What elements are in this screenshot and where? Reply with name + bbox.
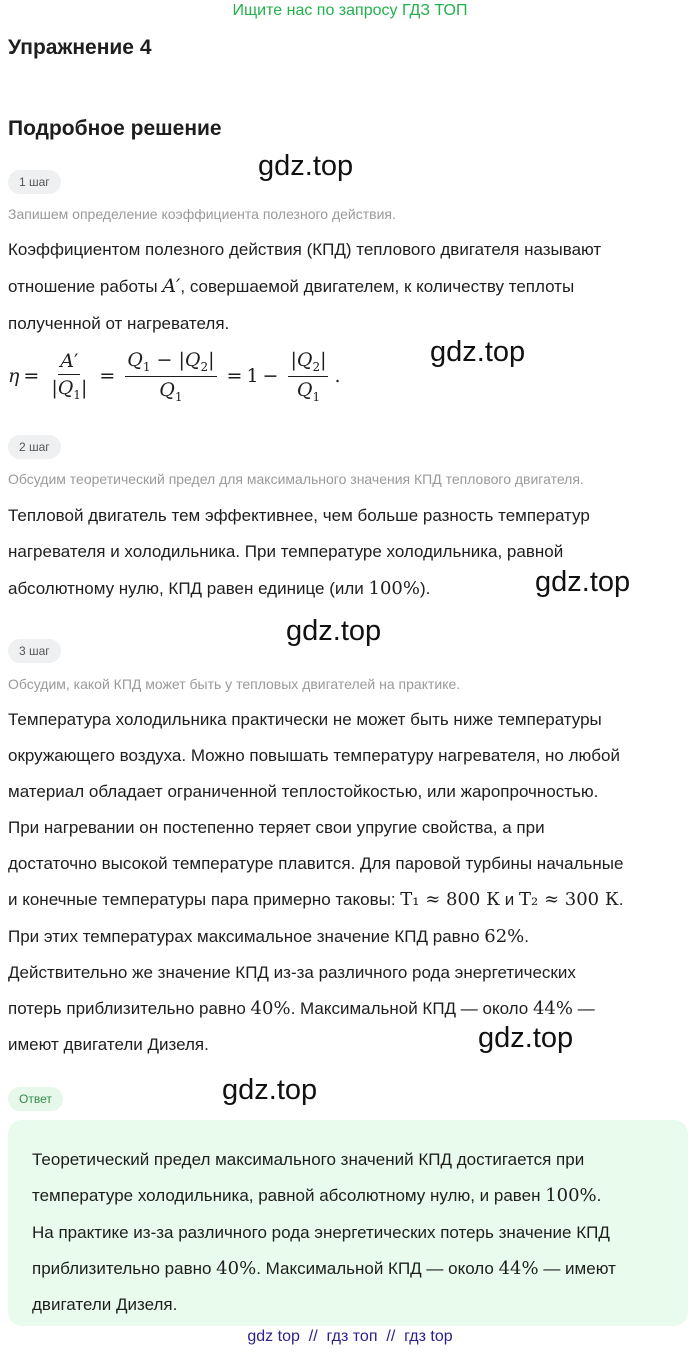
answer-badge: Ответ (8, 1087, 63, 1111)
text-fragment: абсолютному нулю, КПД равен единице (или (8, 578, 369, 598)
answer-text (32, 1142, 672, 1323)
text-line (8, 882, 688, 918)
text-line (8, 268, 688, 305)
text-fragment: температуре холодильника, равной абсолютному нулю, и равен (32, 1186, 546, 1206)
text-fragment: отношение работы (8, 277, 163, 297)
step-3-text (8, 702, 688, 1063)
text-fragment: — (572, 998, 595, 1018)
text-fragment: . (524, 926, 530, 946)
text-fragment: . Максимальной КПД — около (290, 998, 533, 1018)
watermark: gdz.top (222, 1074, 318, 1106)
text-line: нагревателя и холодильника. При температуре холодильника, равной (8, 542, 564, 562)
math-percent: 100% (368, 577, 420, 599)
step-3-hint: Обсудим, какой КПД может быть у тепловых двигателей на практике. (8, 676, 461, 692)
text-line: полученной от нагревателя. (8, 313, 230, 333)
text-line: Коэффициентом полезного действия (КПД) теплового двигателя называют (8, 240, 602, 259)
math-percent: 62% (484, 925, 525, 947)
text-fragment: . (618, 890, 624, 910)
text-line: материал обладает ограниченной теплостойкостью, или жаропрочностью. (8, 782, 599, 802)
text-line: имеют двигатели Дизеля. (8, 1034, 209, 1054)
text-line (8, 991, 688, 1027)
fraction: $\frac{|Q_2|}{Q_1}$ (290, 348, 327, 404)
text-fragment: — имеют (538, 1258, 616, 1278)
text-line: достаточно высокой температуре плавится. Для паровой турбины начальные (8, 854, 624, 874)
fraction: $\frac{A'}{|Q_1|}$ (51, 350, 88, 402)
step-3-badge: 3 шаг (8, 639, 61, 663)
watermark: gdz.top (430, 336, 526, 368)
text-line: Теоретический предел максимального значений КПД достигается при (32, 1150, 585, 1169)
text-fragment: и (500, 890, 519, 910)
text-fragment: . Максимальной КПД — около (256, 1258, 499, 1278)
text-fragment: . (596, 1186, 602, 1206)
math-work: A′ (162, 275, 181, 298)
text-line: Тепловой двигатель тем эффективнее, чем больше разность температур (8, 506, 590, 525)
text-line (8, 919, 688, 955)
text-fragment: ). (419, 578, 431, 598)
step-2-badge: 2 шаг (8, 435, 61, 459)
step-1-hint: Запишем определение коэффициента полезного действия. (8, 206, 396, 222)
footer-links[interactable]: gdz top // гдз топ // гдз top (247, 1328, 453, 1345)
watermark: gdz.top (258, 150, 354, 182)
solution-heading: Подробное решение (8, 117, 222, 140)
text-line: На практике из-за различного рода энергетических потерь значение КПД (32, 1222, 610, 1242)
step-2-hint: Обсудим теоретический предел для максимального значения КПД теплового двигателя. (8, 471, 584, 487)
step-1-text (8, 232, 688, 342)
fraction: $\frac{Q_1 - |Q_2|}{Q_1}$ (127, 348, 215, 404)
text-line: окружающего воздуха. Можно повышать температуру нагревателя, но любой (8, 746, 620, 766)
text-line (32, 1251, 672, 1287)
math-t2: T₂ ≈ 300 К (519, 889, 619, 911)
text-line: При нагревании он постепенно теряет свои упругие свойства, а при (8, 818, 545, 838)
math-percent: 40% (216, 1257, 257, 1279)
exercise-title: Упражнение 4 (8, 36, 152, 59)
text-fragment: , совершаемой двигателем, к количеству теплоты (180, 277, 575, 297)
math-percent: 100% (545, 1185, 597, 1207)
watermark: gdz.top (286, 615, 382, 647)
watermark: gdz.top (478, 1022, 574, 1054)
text-fragment: При этих температурах максимальное значение КПД равно (8, 926, 485, 946)
top-banner[interactable]: Ищите нас по запросу ГДЗ ТОП (232, 2, 468, 19)
math-percent: 44% (532, 997, 573, 1019)
step-1-badge: 1 шаг (8, 170, 61, 194)
math-percent: 40% (250, 997, 291, 1019)
text-line: двигатели Дизеля. (32, 1295, 178, 1315)
watermark: gdz.top (535, 566, 631, 598)
math-percent: 44% (498, 1257, 539, 1279)
math-t1: T₁ ≈ 800 К (400, 889, 501, 911)
text-line (32, 1178, 672, 1214)
text-fragment: и конечные температуры пара примерно таковы: (8, 890, 401, 910)
text-fragment: приблизительно равно (32, 1258, 217, 1278)
text-fragment: потерь приблизительно равно (8, 998, 251, 1018)
text-line: Температура холодильника практически не может быть ниже температуры (8, 710, 602, 729)
text-line: Действительно же значение КПД из-за различного рода энергетических (8, 962, 576, 982)
efficiency-formula: η = $\frac{A'}{|Q_1|}$ = $\frac{Q_1 - |Q_2|}{Q_1}$ = 1 − $\frac{|Q_2|}{Q_1}$ . (8, 348, 341, 404)
